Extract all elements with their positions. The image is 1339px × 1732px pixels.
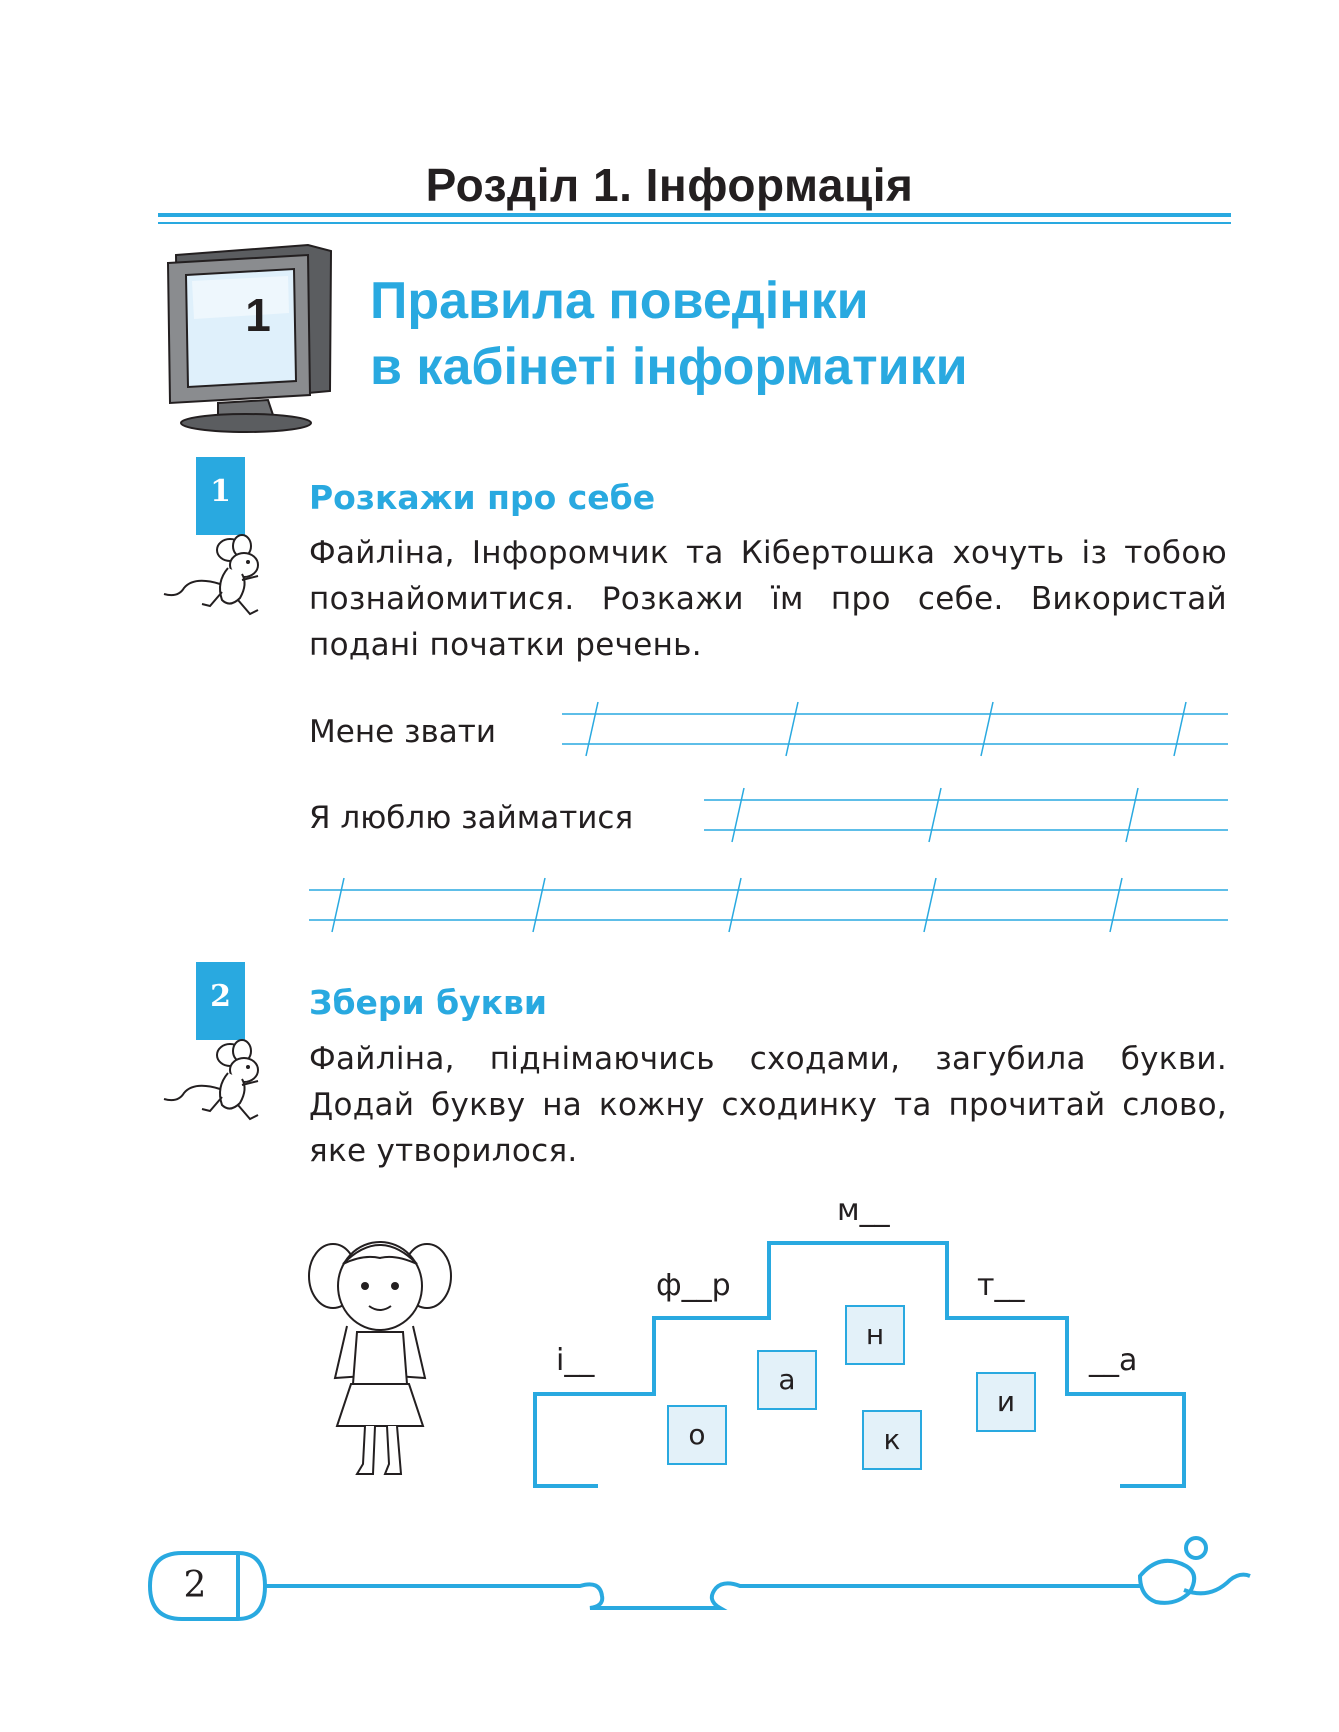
letter-tile[interactable]: а: [757, 1350, 817, 1410]
letter-tile[interactable]: и: [976, 1372, 1036, 1432]
step-label-3: м__: [837, 1193, 890, 1228]
page-number: 2: [183, 1565, 207, 1606]
lesson-number: 1: [245, 289, 271, 341]
prompt-name-label: Мене звати: [309, 714, 496, 750]
section-heading: Розділ 1. Інформація: [425, 159, 914, 211]
task1-badge: 1: [196, 457, 245, 535]
step-label-4: т__: [977, 1268, 1025, 1303]
step-label-2: ф__р: [656, 1268, 731, 1303]
prompt-hobby-label: Я люблю займатися: [309, 800, 634, 836]
lesson-title-line2: в кабінеті інформатики: [370, 338, 968, 396]
letter-tile[interactable]: о: [667, 1405, 727, 1465]
letter-tile[interactable]: к: [862, 1410, 922, 1470]
task1-text: Файліна, Інфоромчик та Кібертошка хочуть із тобою познайомитися. Розкажи їм про себе. Використай подані початки речень.: [309, 535, 1227, 663]
step-label-1: і__: [556, 1343, 595, 1378]
task2-text: Файліна, піднімаючись сходами, загубила букви. Додай букву на кожну сходинку та прочитай слово, яке утворилося.: [309, 1041, 1227, 1169]
step-label-5: __а: [1089, 1343, 1138, 1378]
task1-title: Розкажи про себе: [309, 478, 656, 517]
letter-tile[interactable]: н: [845, 1305, 905, 1365]
task2-title: Збери букви: [309, 983, 548, 1022]
task2-badge: 2: [196, 962, 245, 1040]
lesson-title-line1: Правила поведінки: [370, 272, 869, 330]
